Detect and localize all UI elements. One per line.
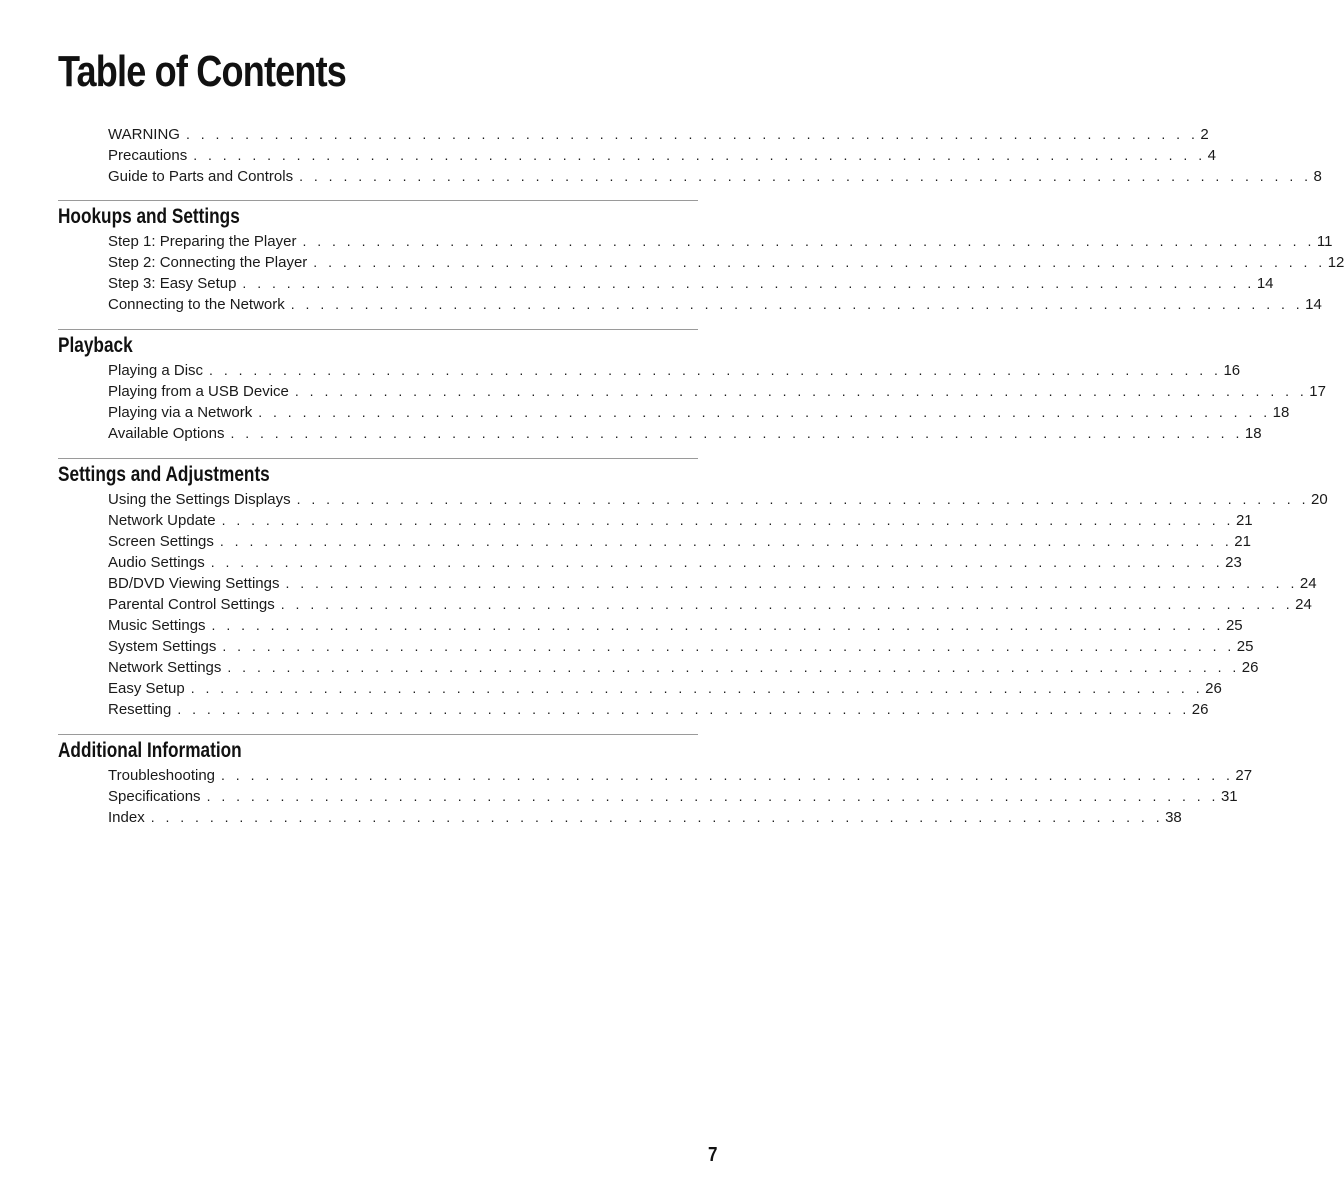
- dot-leader: . . . . . . . . . . . . . . . . . . . . . . . . . . . . . . . . . . . . . . . . . . . . . . . . . . . . . . . . . . . . . . . . . . . . .: [210, 554, 1224, 570]
- toc-entry[interactable]: [108, 573, 1317, 594]
- dot-leader: . . . . . . . . . . . . . . . . . . . . . . . . . . . . . . . . . . . . . . . . . . . . . . . . . . . . . . . . . . . . . . . . . . . . .: [177, 701, 1190, 717]
- section-entry-list: [108, 360, 1326, 444]
- section-entry-list: [108, 489, 1328, 720]
- toc-entry-page: 14: [1256, 275, 1274, 292]
- dot-leader: . . . . . . . . . . . . . . . . . . . . . . . . . . . . . . . . . . . . . . . . . . . . . . . . . . . . . . . . . . . . . . . . . . . . .: [221, 767, 1234, 783]
- toc-entry-page: 16: [1223, 362, 1241, 379]
- toc-entry-label: Index: [108, 809, 145, 826]
- dot-leader: . . . . . . . . . . . . . . . . . . . . . . . . . . . . . . . . . . . . . . . . . . . . . . . . . . . . . . . . . . . . . . . . . . . . .: [221, 512, 1234, 528]
- toc-entry-page: 31: [1220, 788, 1238, 805]
- toc-entry-label: Precautions: [108, 147, 188, 164]
- section-entry-list: [108, 231, 1344, 315]
- toc-entry-page: 23: [1225, 554, 1242, 571]
- toc-entry-label: Easy Setup: [108, 680, 185, 697]
- toc-entry-page: 4: [1207, 147, 1216, 164]
- toc-entry[interactable]: [108, 636, 1254, 657]
- toc-entry-label: Resetting: [108, 701, 172, 718]
- page-number: 7: [708, 1144, 718, 1166]
- section-divider: [58, 200, 698, 201]
- toc-entry-label: Connecting to the Network: [108, 296, 285, 313]
- toc-entry-page: 14: [1305, 296, 1322, 313]
- dot-leader: . . . . . . . . . . . . . . . . . . . . . . . . . . . . . . . . . . . . . . . . . . . . . . . . . . . . . . . . . . . . . . . . . . . . .: [242, 275, 1255, 291]
- toc-entry-page: 17: [1309, 383, 1326, 400]
- toc-entry[interactable]: [108, 678, 1222, 699]
- toc-entry-label: WARNING: [108, 126, 180, 143]
- dot-leader: . . . . . . . . . . . . . . . . . . . . . . . . . . . . . . . . . . . . . . . . . . . . . . . . . . . . . . . . . . . . . . . . . . . . .: [299, 168, 1312, 184]
- toc-entry-page: 25: [1225, 617, 1243, 634]
- dot-leader: . . . . . . . . . . . . . . . . . . . . . . . . . . . . . . . . . . . . . . . . . . . . . . . . . . . . . . . . . . . . . . . . . . . . .: [285, 575, 1298, 591]
- toc-entry[interactable]: [108, 294, 1322, 315]
- toc-entry[interactable]: [108, 510, 1253, 531]
- toc-entry-label: Screen Settings: [108, 533, 214, 550]
- toc-entry-label: Music Settings: [108, 617, 206, 634]
- dot-leader: . . . . . . . . . . . . . . . . . . . . . . . . . . . . . . . . . . . . . . . . . . . . . . . . . . . . . . . . . . . . . . . . . . . . .: [211, 617, 1224, 633]
- toc-entry-page: 27: [1235, 767, 1253, 784]
- toc-entry-page: 12: [1327, 254, 1344, 271]
- dot-leader: . . . . . . . . . . . . . . . . . . . . . . . . . . . . . . . . . . . . . . . . . . . . . . . . . . . . . . . . . . . . . . . . . . . . .: [222, 638, 1235, 654]
- dot-leader: . . . . . . . . . . . . . . . . . . . . . . . . . . . . . . . . . . . . . . . . . . . . . . . . . . . . . . . . . . . . . . . . . . . . .: [190, 680, 1204, 696]
- toc-entry-page: 24: [1295, 596, 1312, 613]
- dot-leader: . . . . . . . . . . . . . . . . . . . . . . . . . . . . . . . . . . . . . . . . . . . . . . . . . . . . . . . . . . . . . . . . . . . . .: [230, 425, 1243, 441]
- dot-leader: . . . . . . . . . . . . . . . . . . . . . . . . . . . . . . . . . . . . . . . . . . . . . . . . . . . . . . . . . . . . . . . . . . . . .: [219, 533, 1233, 549]
- toc-entry[interactable]: [108, 402, 1290, 423]
- toc-entry-label: Step 2: Connecting the Player: [108, 254, 308, 271]
- toc-entry[interactable]: [108, 423, 1262, 444]
- toc-entry-page: 11: [1316, 233, 1333, 250]
- dot-leader: . . . . . . . . . . . . . . . . . . . . . . . . . . . . . . . . . . . . . . . . . . . . . . . . . . . . . . . . . . . . . . . . . . . . .: [290, 296, 1304, 312]
- toc-entry-label: Step 3: Easy Setup: [108, 275, 237, 292]
- toc-entry[interactable]: [108, 231, 1333, 252]
- toc-entry-page: 18: [1244, 425, 1262, 442]
- toc-entry[interactable]: [108, 657, 1259, 678]
- section-heading: Playback: [58, 334, 133, 357]
- toc-entry-label: Troubleshooting: [108, 767, 216, 784]
- toc-entry[interactable]: [108, 531, 1251, 552]
- toc-entry[interactable]: [108, 252, 1344, 273]
- toc-entry-label: Using the Settings Displays: [108, 491, 291, 508]
- section-divider: [58, 734, 698, 735]
- toc-entry-page: 38: [1165, 809, 1182, 826]
- toc-entry-page: 21: [1235, 512, 1253, 529]
- toc-entry[interactable]: [108, 124, 1209, 145]
- dot-leader: . . . . . . . . . . . . . . . . . . . . . . . . . . . . . . . . . . . . . . . . . . . . . . . . . . . . . . . . . . . . . . . . . . . . .: [258, 404, 1271, 420]
- toc-entry-label: System Settings: [108, 638, 217, 655]
- toc-entry-page: 21: [1234, 533, 1251, 550]
- toc-entry[interactable]: [108, 360, 1241, 381]
- toc-entry-label: Specifications: [108, 788, 201, 805]
- section-heading: Settings and Adjustments: [58, 463, 270, 486]
- toc-entry-page: 25: [1236, 638, 1254, 655]
- toc-entry[interactable]: [108, 166, 1322, 187]
- dot-leader: . . . . . . . . . . . . . . . . . . . . . . . . . . . . . . . . . . . . . . . . . . . . . . . . . . . . . . . . . . . . . . . . . . . . .: [313, 254, 1326, 270]
- toc-entry-page: 18: [1272, 404, 1290, 421]
- dot-leader: . . . . . . . . . . . . . . . . . . . . . . . . . . . . . . . . . . . . . . . . . . . . . . . . . . . . . . . . . . . . . . . . . . . . .: [294, 383, 1308, 399]
- intro-entry-list: [108, 124, 1322, 187]
- toc-entry[interactable]: [108, 594, 1312, 615]
- toc-entry-page: 26: [1241, 659, 1259, 676]
- dot-leader: . . . . . . . . . . . . . . . . . . . . . . . . . . . . . . . . . . . . . . . . . . . . . . . . . . . . . . . . . . . . . . . . . . . . .: [302, 233, 1315, 249]
- toc-entry-page: 24: [1299, 575, 1317, 592]
- toc-entry-label: Parental Control Settings: [108, 596, 275, 613]
- toc-entry-label: Playing a Disc: [108, 362, 204, 379]
- toc-entry-label: Available Options: [108, 425, 225, 442]
- toc-entry[interactable]: [108, 699, 1209, 720]
- section-heading: Additional Information: [58, 739, 242, 762]
- toc-entry[interactable]: [108, 786, 1238, 807]
- dot-leader: . . . . . . . . . . . . . . . . . . . . . . . . . . . . . . . . . . . . . . . . . . . . . . . . . . . . . . . . . . . . . . . . . . . . .: [193, 147, 1206, 163]
- dot-leader: . . . . . . . . . . . . . . . . . . . . . . . . . . . . . . . . . . . . . . . . . . . . . . . . . . . . . . . . . . . . . . . . . . . . .: [227, 659, 1240, 675]
- toc-entry[interactable]: [108, 489, 1328, 510]
- section-heading: Hookups and Settings: [58, 205, 240, 228]
- toc-entry[interactable]: [108, 145, 1216, 166]
- toc-entry[interactable]: [108, 381, 1326, 402]
- toc-entry-label: Playing via a Network: [108, 404, 253, 421]
- section-divider: [58, 329, 698, 330]
- toc-entry-label: Network Settings: [108, 659, 222, 676]
- dot-leader: . . . . . . . . . . . . . . . . . . . . . . . . . . . . . . . . . . . . . . . . . . . . . . . . . . . . . . . . . . . . . . . . . . . . .: [185, 126, 1199, 142]
- dot-leader: . . . . . . . . . . . . . . . . . . . . . . . . . . . . . . . . . . . . . . . . . . . . . . . . . . . . . . . . . . . . . . . . . . . . .: [296, 491, 1309, 507]
- section-divider: [58, 458, 698, 459]
- toc-entry-page: 20: [1310, 491, 1328, 508]
- toc-entry-page: 26: [1191, 701, 1209, 718]
- toc-entry-page: 8: [1313, 168, 1322, 185]
- page-title: Table of Contents: [58, 47, 347, 96]
- toc-entry[interactable]: [108, 765, 1253, 786]
- toc-entry[interactable]: [108, 552, 1242, 573]
- toc-entry-label: Step 1: Preparing the Player: [108, 233, 297, 250]
- toc-entry-label: Audio Settings: [108, 554, 205, 571]
- toc-entry-label: Playing from a USB Device: [108, 383, 289, 400]
- toc-entry-page: 26: [1205, 680, 1222, 697]
- toc-entry[interactable]: [108, 615, 1243, 636]
- dot-leader: . . . . . . . . . . . . . . . . . . . . . . . . . . . . . . . . . . . . . . . . . . . . . . . . . . . . . . . . . . . . . . . . . . . . .: [280, 596, 1294, 612]
- toc-entry-page: 2: [1200, 126, 1209, 143]
- dot-leader: . . . . . . . . . . . . . . . . . . . . . . . . . . . . . . . . . . . . . . . . . . . . . . . . . . . . . . . . . . . . . . . . . . . . .: [209, 362, 1222, 378]
- toc-entry[interactable]: [108, 273, 1274, 294]
- dot-leader: . . . . . . . . . . . . . . . . . . . . . . . . . . . . . . . . . . . . . . . . . . . . . . . . . . . . . . . . . . . . . . . . . . . . .: [150, 809, 1164, 825]
- toc-entry-label: Guide to Parts and Controls: [108, 168, 294, 185]
- toc-entry-label: Network Update: [108, 512, 216, 529]
- section-entry-list: [108, 765, 1253, 828]
- toc-entry-label: BD/DVD Viewing Settings: [108, 575, 280, 592]
- toc-entry[interactable]: [108, 807, 1182, 828]
- dot-leader: . . . . . . . . . . . . . . . . . . . . . . . . . . . . . . . . . . . . . . . . . . . . . . . . . . . . . . . . . . . . . . . . . . . . .: [206, 788, 1219, 804]
